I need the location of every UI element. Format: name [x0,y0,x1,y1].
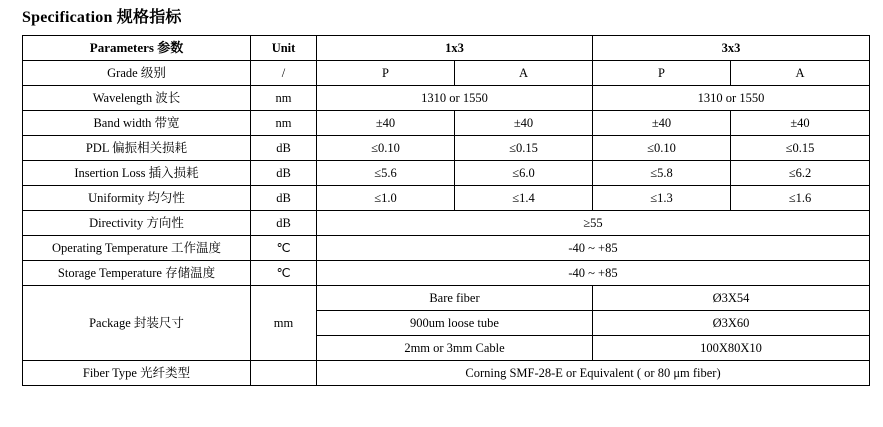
row-label-package: Package 封装尺寸 [23,286,251,361]
row-label: Directivity 方向性 [23,211,251,236]
row-label: Operating Temperature 工作温度 [23,236,251,261]
row-unit-grade: / [251,61,317,86]
table-header-row [23,36,870,61]
row-label: Band width 带宽 [23,111,251,136]
row-value-1x3-p: ≤5.6 [317,161,455,186]
row-value-3x3-p: ≤1.3 [593,186,731,211]
table-row [23,86,870,111]
row-unit: nm [251,111,317,136]
row-unit: dB [251,136,317,161]
table-row [23,136,870,161]
row-unit-package: mm [251,286,317,361]
row-label: Uniformity 均匀性 [23,186,251,211]
row-value-1x3-a: ≤6.0 [455,161,593,186]
row-value-1x3: 1310 or 1550 [317,86,593,111]
package-type: 2mm or 3mm Cable [317,336,593,361]
row-value-3x3-a: ≤1.6 [731,186,870,211]
row-value-3x3-a: ≤6.2 [731,161,870,186]
column-header-group-3x3: 3x3 [593,36,870,61]
table-row [23,211,870,236]
fiber-type-value: Corning SMF-28-E or Equivalent ( or 80 μm fiber) [317,361,870,386]
package-size: Ø3X54 [593,286,870,311]
table-row [23,261,870,286]
row-value-3x3-a: ±40 [731,111,870,136]
grade-3x3-a: A [731,61,870,86]
package-size: 100X80X10 [593,336,870,361]
row-label: Insertion Loss 插入损耗 [23,161,251,186]
package-type: 900um loose tube [317,311,593,336]
row-value-1x3-p: ≤1.0 [317,186,455,211]
row-value-1x3-a: ≤0.15 [455,136,593,161]
column-header-unit: Unit [251,36,317,61]
table-row-grade [23,61,870,86]
column-header-group-1x3: 1x3 [317,36,593,61]
grade-1x3-a: A [455,61,593,86]
row-label: Storage Temperature 存储温度 [23,261,251,286]
row-value-1x3-a: ±40 [455,111,593,136]
table-row [23,236,870,261]
row-label: Wavelength 波长 [23,86,251,111]
specification-table [22,35,870,386]
table-row [23,186,870,211]
row-value-1x3-a: ≤1.4 [455,186,593,211]
grade-1x3-p: P [317,61,455,86]
row-value-3x3-p: ≤5.8 [593,161,731,186]
package-size: Ø3X60 [593,311,870,336]
row-unit: ℃ [251,236,317,261]
table-row [23,161,870,186]
row-unit: dB [251,161,317,186]
row-unit: dB [251,186,317,211]
table-row [23,111,870,136]
row-unit-fiber-type [251,361,317,386]
row-value-all: -40 ~ +85 [317,261,870,286]
page-title: Specification 规格指标 [22,9,182,26]
row-value-all: ≥55 [317,211,870,236]
row-unit: nm [251,86,317,111]
row-label-fiber-type: Fiber Type 光纤类型 [23,361,251,386]
package-type: Bare fiber [317,286,593,311]
row-value-1x3-p: ≤0.10 [317,136,455,161]
row-value-all: -40 ~ +85 [317,236,870,261]
row-unit: ℃ [251,261,317,286]
row-value-3x3-p: ≤0.10 [593,136,731,161]
column-header-parameters: Parameters 参数 [23,36,251,61]
table-row-fiber-type [23,361,870,386]
row-value-1x3-p: ±40 [317,111,455,136]
table-row-package [23,286,870,311]
row-value-3x3-p: ±40 [593,111,731,136]
grade-3x3-p: P [593,61,731,86]
row-value-3x3: 1310 or 1550 [593,86,870,111]
row-unit: dB [251,211,317,236]
row-value-3x3-a: ≤0.15 [731,136,870,161]
row-label: PDL 偏振相关损耗 [23,136,251,161]
row-label-grade: Grade 级别 [23,61,251,86]
